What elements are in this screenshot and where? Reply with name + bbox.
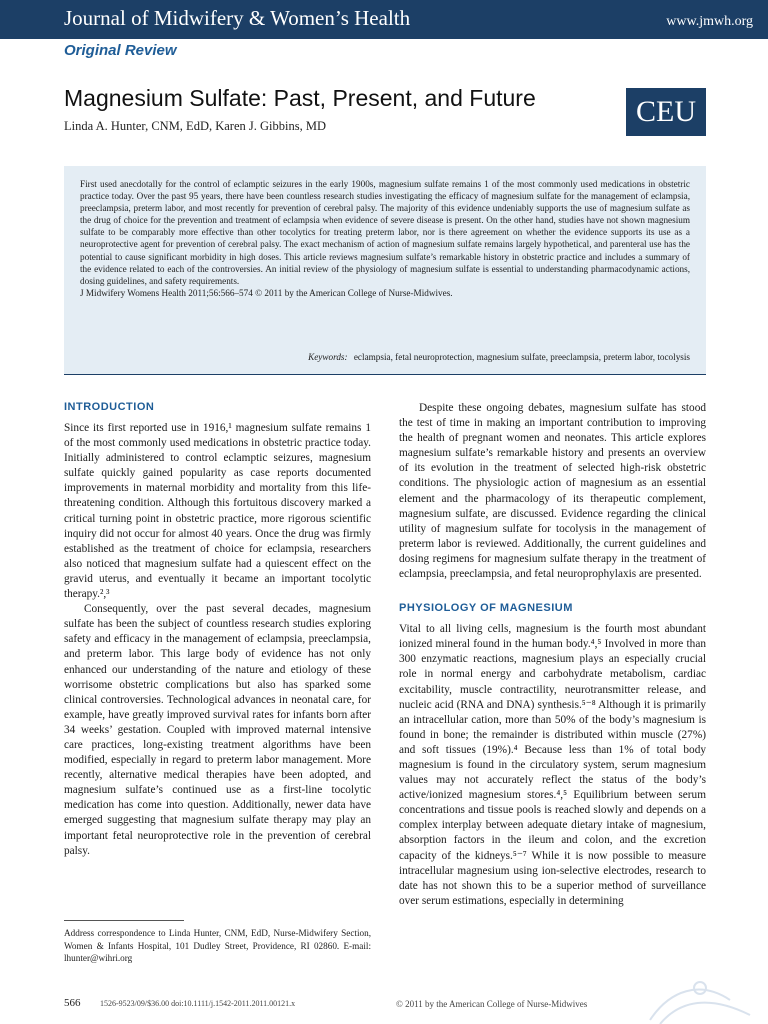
physiology-paragraph: Vital to all living cells, magnesium is the fourth most abundant ionized mineral found in the human body.⁴,⁵ Involved in more than 300 enzymatic reactions, magnesium plays an especially crucial role in normal energy and carbohydrate metabolism, cardiac excitability, muscle contractility, neurotransmitter release, and nucleic acid (RNA and DNA) synthesis.⁵⁻⁸ Although it is primarily an intracellular cation, more than 50% of the body’s magnesium is found in bone; the remainder is distributed within muscle (27%) and soft tissues (19%).⁴ Because less than 1% of total body magnesium is found in the circulatory system, serum magnesium values may not accurately reflect the status of the body’s active/ionized magnesium stores.⁴,⁵ Equilibrium between serum concentrations and tissue pools is reached slowly and depends on a complex interplay between adequate dietary intake of magnesium, absorption factors in the ileum and colon, and the excretion capacity of the kidneys.⁵⁻⁷ While it is now possible to measure intracellular magnesium using ion-selective electrodes, research to date has not shown this to be a superior method of surveillance over serum estimations, especially in determining <box>399 623 706 907</box>
journal-header-bar <box>0 0 768 39</box>
abstract-bottom-rule <box>64 374 706 375</box>
correspondence-footnote: Address correspondence to Linda Hunter, CNM, EdD, Nurse-Midwifery Section, Women & Infants Hospital, 101 Dudley Street, Providence, RI 02860. E-mail: lhunter@wihri.org <box>64 928 371 963</box>
page-number: 566 <box>64 997 81 1009</box>
right-paragraph-1: Despite these ongoing debates, magnesium sulfate has stood the test of time in making an important contribution to improving the health of pregnant women and neonates. This article explores magnesium sulfate’s remarkable history and presents an overview of its evolution in the treatment of selected high-risk obstetric conditions. The physiologic action of magnesium as an essential element and the pharmacology of its therapeutic complement, magnesium sulfate, are discussed. Evidence regarding the clinical utility of magnesium sulfate for tocolysis in the management of preterm labor is reviewed. Additionally, the current guidelines and dosing regimens for magnesium sulfate therapy in the treatment of eclampsia, preeclampsia, and fetal neuroprophylaxis are presented. <box>399 402 706 581</box>
section-label: Original Review <box>64 42 177 59</box>
physiology-heading: PHYSIOLOGY OF MAGNESIUM <box>399 602 573 615</box>
footer-doi: 1526-9523/09/$36.00 doi:10.1111/j.1542-2011.2011.00121.x <box>100 999 296 1008</box>
watermark-arc-2 <box>660 1003 750 1024</box>
right-column <box>399 401 706 909</box>
watermark-circle <box>694 982 706 994</box>
ceu-badge: CEU <box>626 88 706 136</box>
keywords-line <box>308 352 690 362</box>
intro-paragraph-2: Consequently, over the past several decades, magnesium sulfate has been the subject of countless research studies exploring safety and efficacy in the management of eclampsia, preeclampsia, and preterm labor. This large body of evidence has not only enhanced our understanding of the nature and etiology of these worrisome obstetric complications but also has sparked some clinical controversies. Technological advances in neonatal care, for example, have greatly improved survival rates for infants born after 34 weeks’ gestation. Coupled with improved maternal intensive care practices, long-existing treatment algorithms have been modified, especially in regard to preterm labor management. More recently, alternative medical therapies have been adopted, and magnesium sulfate’s continued use as a first-line tocolytic medication has come into question. Additionally, newer data have emerged suggesting that magnesium sulfate therapy may play an important fetal neuroprotective role in the prevention of cerebral palsy. <box>64 603 371 857</box>
abstract-text: First used anecdotally for the control of eclamptic seizures in the early 1900s, magnesium sulfate remains 1 of the most commonly used medications in obstetric practice today. Over the past 95 years, there have been countless research studies investigating the efficacy of magnesium sulfate for the management of eclampsia, preeclampsia, preterm labor, and most recently for prevention of cerebral palsy. The majority of this evidence undeniably supports the use of magnesium sulfate as the drug of choice for the prevention and treatment of eclampsia when evidence of severe disease is present. On the other hand, studies have not shown magnesium sulfate to be comparably more effective than other tocolytics for treating preterm labor, nor is there agreement on whether the evidence supports its use as a neuroprotective agent for prevention of cerebral palsy. The exact mechanism of action of magnesium sulfate remains largely hypothetical, and parenteral use has the potential to cause significant morbidity in high doses. This article reviews magnesium sulfate’s remarkable history in obstetric practice and includes a summary of the evidence related to each of the controversies. An initial review of the physiology of magnesium sulfate is essential to understanding pharmacodynamic actions, dosing guidelines, and safety requirements. <box>80 179 690 286</box>
keywords-label: Keywords: <box>308 352 348 362</box>
keywords-list: eclampsia, fetal neuroprotection, magnesium sulfate, preeclampsia, preterm labor, tocolysis <box>353 352 690 362</box>
introduction-heading: INTRODUCTION <box>64 401 155 413</box>
journal-url[interactable]: www.jmwh.org <box>666 14 753 29</box>
footer-copyright: © 2011 by the American College of Nurse-Midwives <box>396 999 588 1009</box>
article-title: Magnesium Sulfate: Past, Present, and Future <box>64 85 536 111</box>
footnote-rule <box>64 920 184 921</box>
acnm-watermark-logo <box>640 960 760 1024</box>
intro-paragraph-1: Since its first reported use in 1916,¹ magnesium sulfate remains 1 of the most commonly used medications in obstetric practice today. Initially administered to control eclamptic seizures, magnesium sulfate quickly gained popularity as case reports documented improvements in maternal morbidity and mortality from this life-threatening condition. Although this fortuitous discovery marked a critical turning point in obstetric practice, more rigorous scientific inquiry did not occur for almost 40 years. Once the drug was firmly established as the treatment of choice for eclampsia, researchers also noticed that magnesium sulfate had a quiescent effect on the gravid uterus, and eventually it became an important tocolytic therapy.²,³ <box>64 422 371 601</box>
journal-title: Journal of Midwifery & Women’s Health <box>64 6 411 30</box>
left-column <box>64 401 371 859</box>
abstract-box <box>64 166 706 374</box>
article-authors: Linda A. Hunter, CNM, EdD, Karen J. Gibbins, MD <box>64 119 326 133</box>
abstract-citation: J Midwifery Womens Health 2011;56:566–574 © 2011 by the American College of Nurse-Midwives. <box>80 287 453 298</box>
